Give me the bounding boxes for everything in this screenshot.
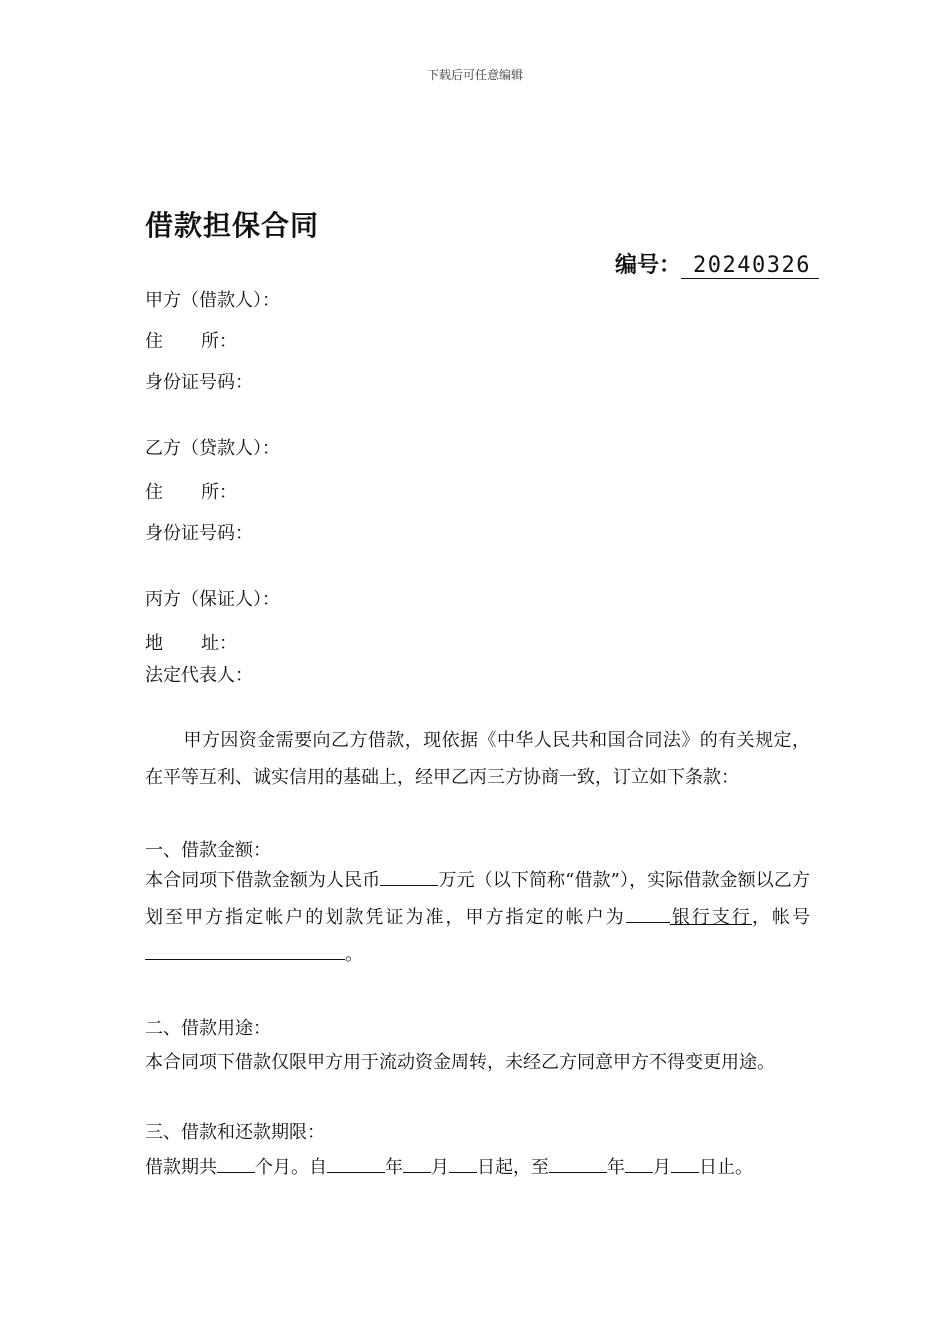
bank-blank bbox=[626, 904, 670, 923]
party-c-representative: 法定代表人： bbox=[145, 665, 253, 686]
section-3-body bbox=[145, 1153, 753, 1179]
section-2-heading: 二、借款用途： bbox=[145, 1018, 271, 1039]
header-note: 下载后可任意编辑 bbox=[426, 68, 523, 82]
contract-number-label: 编号： bbox=[615, 253, 682, 278]
section-1-heading: 一、借款金额： bbox=[145, 840, 271, 861]
section-1-text-4: 。 bbox=[345, 944, 363, 965]
party-a-id: 身份证号码： bbox=[145, 372, 253, 393]
party-c-address-char1: 地 bbox=[145, 633, 163, 654]
party-b-address-char1: 住 bbox=[145, 482, 163, 503]
account-blank bbox=[145, 941, 345, 960]
party-a-address-char2: 所： bbox=[201, 331, 237, 352]
term-text-5: 日起，至 bbox=[477, 1157, 549, 1178]
document-title: 借款担保合同 bbox=[145, 209, 320, 242]
party-b-heading: 乙方（贷款人）： bbox=[145, 438, 280, 459]
intro-paragraph bbox=[145, 722, 810, 796]
party-a-address-char1: 住 bbox=[145, 331, 163, 352]
section-1-text-3: ，帐号 bbox=[751, 907, 811, 928]
term-text-6: 年 bbox=[607, 1157, 625, 1178]
party-b-address bbox=[145, 478, 237, 504]
start-day-blank bbox=[449, 1154, 477, 1173]
bank-name: 银行支行 bbox=[669, 907, 752, 928]
start-month-blank bbox=[403, 1154, 431, 1173]
term-text-1: 借款期共 bbox=[145, 1157, 217, 1178]
party-c-address-char2: 址： bbox=[201, 633, 237, 654]
party-a-heading: 甲方（借款人）： bbox=[145, 290, 280, 311]
end-month-blank bbox=[625, 1154, 653, 1173]
start-year-blank bbox=[327, 1154, 385, 1173]
end-day-blank bbox=[671, 1154, 699, 1173]
end-year-blank bbox=[549, 1154, 607, 1173]
term-text-8: 日止。 bbox=[699, 1157, 753, 1178]
section-3-heading: 三、借款和还款期限： bbox=[145, 1122, 325, 1143]
term-text-4: 月 bbox=[431, 1157, 449, 1178]
term-text-3: 年 bbox=[385, 1157, 403, 1178]
section-1-text-1: 本合同项下借款金额为人民币 bbox=[145, 870, 381, 891]
party-a-address bbox=[145, 327, 237, 353]
contract-number-value: 20240326 bbox=[681, 253, 819, 279]
amount-blank bbox=[380, 867, 438, 886]
party-c-heading: 丙方（保证人）： bbox=[145, 589, 280, 610]
party-b-address-char2: 所： bbox=[201, 482, 237, 503]
term-text-2: 个月。自 bbox=[255, 1157, 327, 1178]
section-1-body bbox=[145, 862, 810, 973]
intro-text: 甲方因资金需要向乙方借款，现依据《中华人民共和国合同法》的有关规定，在平等互利、诚实信用的基础上，经甲乙丙三方协商一致，订立如下条款： bbox=[145, 730, 810, 788]
term-text-7: 月 bbox=[653, 1157, 671, 1178]
months-blank bbox=[217, 1154, 255, 1173]
party-c-address bbox=[145, 629, 237, 655]
party-b-id: 身份证号码： bbox=[145, 523, 253, 544]
section-1-text-2: 万元（以下简称“借款”），实际借款金额以乙方划至甲方指定帐户的划款凭证为准，甲方指定的帐户为 bbox=[145, 870, 811, 928]
contract-number bbox=[615, 248, 819, 279]
section-2-body: 本合同项下借款仅限甲方用于流动资金周转，未经乙方同意甲方不得变更用途。 bbox=[145, 1052, 775, 1073]
